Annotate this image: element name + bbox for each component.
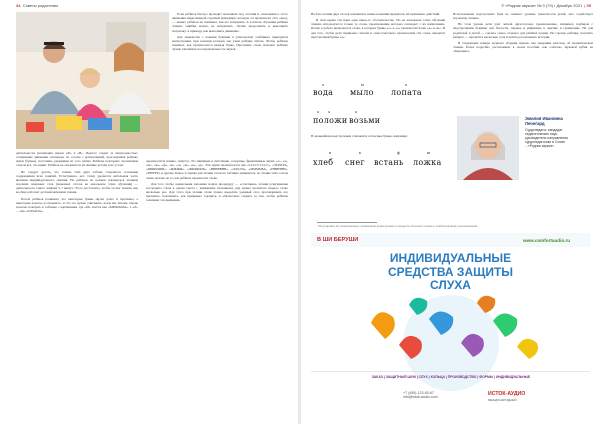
ad-title-line: СЛУХА	[430, 278, 471, 292]
paragraph: В дальнейшем надстрочным становятся согласные буквы, например:	[311, 134, 408, 138]
advertisement	[311, 233, 590, 415]
example-word: вода	[313, 88, 334, 97]
ad-title-line: ИНДИВИДУАЛЬНЫЕ	[389, 251, 512, 265]
left-column-top	[172, 12, 288, 157]
paragraph: На этом уровне дети учат четкой двухслоговое произношение, например подбирая с надстрочными буквами для беглости, парные и рифмовые в лексике и грамматике. Не для родителей и детей — сделать самое сложное для ребёнка чтение. Но гораздо ребёнку получить интерес — прочитать несколько слов и начать рассказывать истории.	[453, 22, 593, 39]
ad-contacts	[403, 391, 438, 399]
ad-products: ЗАКАЗ | ЗАЩИТНЫЙ ШУМ | СЛУХ | КОЛЬЦА | ПРОИЗВОДСТВО | ФОРМЫ | ИНДИВИДУАЛЬНЫЕ	[371, 375, 531, 379]
example-word: снег	[345, 158, 365, 167]
ad-title	[311, 252, 590, 293]
example-word: хлеб	[313, 158, 334, 167]
left-column-bottom	[16, 151, 138, 416]
superscript-mark: ш	[427, 150, 431, 155]
superscript-mark: а	[322, 82, 324, 87]
author-name: Эмилия Ивановна Леонгард	[525, 116, 563, 126]
example-word: возьми	[349, 116, 381, 125]
author-photo	[457, 116, 519, 180]
ad-brand-sub: МЕЖДУНАРОДНЫЙ	[488, 398, 517, 402]
right-column-left-mid	[311, 134, 445, 146]
superscript-mark: а	[328, 109, 330, 114]
right-page-number: 35	[586, 3, 591, 8]
right-column-right	[453, 12, 593, 112]
family-photo-illustration	[16, 12, 169, 149]
paragraph: Не следует делать, что чтение этих двух таблиц становится основным содержанием всех занятий. Естественно, нет, этому уделяется небольшая часть времени индивидуального занятия. Но ребёнок не должен отвлекаться чтением хороших знакомых слов (знакомых слогов на начальном этапе обучения) — длительность такого занятия 5–7 минут. Этого достаточно, чтобы он мог понять, как вообще работает детский механизм чтения.	[16, 169, 138, 195]
ad-title-line: СРЕДСТВА ЗАЩИТЫ	[387, 264, 514, 279]
author-info	[525, 116, 569, 148]
superscript-mark: а	[317, 109, 319, 114]
left-section-title: Советы родителям	[22, 3, 58, 8]
superscript-mark: к	[359, 150, 361, 155]
journal-title: © «Родник звуков» № 3 (79) • Декабрь 2021	[501, 3, 583, 8]
ad-brand: ИСТОК-АУДИО	[488, 391, 526, 397]
left-page-header	[16, 3, 58, 8]
example-word: лопата	[391, 88, 422, 97]
superscript-mark: а	[405, 82, 407, 87]
ad-phone: +7 (495) 123-45-67	[403, 391, 434, 395]
right-page-header: © «Родник звуков» № 3 (79) • Декабрь 2021 | 35	[501, 3, 591, 8]
example-word: мыло	[350, 88, 374, 97]
superscript-mark: ф	[397, 150, 400, 155]
right-page	[301, 0, 599, 424]
ad-url[interactable]: www.comfortaudio.ru	[523, 238, 571, 243]
paragraph: Если ребёнок быстро проводит пальчиком под слогами и «показывает» этого движения нарисованной стрелкой (например: которую он произносит слог «ма»), — значит, ребёнок не понимает, как его исправить. А в начале обучения ребёнка чтению ошибки можно не исправлять. Лучше продолжить и выполнить подсказку: к примеру, как выполнить движение.	[172, 12, 288, 33]
family-photo	[16, 12, 169, 149]
paragraph: На базе чтения двух слогов запоминать новые названия предметов, их признаков, действий.	[311, 12, 441, 16]
example-word: ложка	[413, 158, 442, 167]
paragraph: деятельности различения звуков «Ф» и «В». Педагог следит за синхронностью: сопряжение движения «пальцем» по слогам с артикуляцией, проговаривая ребёнку звуки (буквы), постоянно удерживая из того ритма. Ребёнок повторяет, прочитывая следом все, что видит. Ребёнок не отвлекается на лишние детали и не устает.	[16, 151, 138, 168]
superscript-mark: ы	[361, 82, 364, 87]
ad-logo: В ШИ БЕРУШИ	[317, 237, 359, 243]
paragraph: Для знакомства с новыми буквами в учительских учебниках приводятся иллюстрации, при помощи которых мы учим ребёнка читать. Чтобы ребёнок понимал, как произносится каждая буква. Прочтение слова поможет ребёнку лучше запомнить последовательность звуков.	[172, 34, 288, 52]
example-word: положи	[313, 116, 348, 125]
paragraph: В следующем номере журнала «Родник звуков» мы завершим разговор об аналитическом чтении. Более подробно рассказываю в своем пособии, как «читать» звуковой кубик на «Звуковые».	[453, 40, 593, 54]
paragraph: Использование надстрочных букв не снижает уровень грамотности детей, зато содействует хорошему чтению.	[453, 12, 593, 21]
left-page	[0, 0, 298, 424]
paragraph: произносятся плавно, тянутся. Это шипящие и свистящие, сонорные, фрикативные звуки: «с», «з», «ш», «ж», «ф», «в», «л», «м», «н», «р». Эти звуки произносятся как «ССССССССС», «ЗЗЗЗЗЗЗ», «ШШШШШ», «ЖЖЖЖ», «ФФФФФФ», «ВВВВВВВ», «ЛЛЛЛЛ», «МММММ», «НННННН», «РРРРРР» и другие. Какое-то время для чтения слоги из таблицы занимается, но чтение этих слогов очень похоже на то, как ребёнок произносит слово.	[146, 159, 288, 180]
author-portrait	[457, 116, 519, 180]
superscript-mark: а	[355, 109, 357, 114]
left-column-right	[146, 159, 288, 416]
ad-email: info@istok-audio.com	[403, 395, 438, 400]
superscript-mark: п	[329, 150, 332, 155]
author-role: Сурдопедагог, кандидат педагогических наук, руководитель направления сурдопедагогики в Союзе ...«Родник звуков»	[525, 128, 568, 148]
left-page-number: 34	[16, 3, 21, 8]
right-column-left-top	[311, 12, 445, 70]
example-word: встань	[374, 158, 404, 167]
paragraph: Потом ребёнок понимает, что некоторые буквы звучат долго и протяжно, а некоторые коротко и отрывисто, и что это нужно учитывать, когда мы читаем. Очень полезно поиграть в таблицы с картинками, где «М» поётся как «МММАМА», а «Л» — как «ЛЛЛАПА».	[16, 196, 138, 214]
paragraph: Для того чтобы дошкольник запомнил новую процедуру — «сочетание» чтения (озвучивание последнего слова в одном тексте с движением пальчиком), ему нужно прочитать каждое слово несколько раз. Для этого при чтении слова нужно выделять ударный слог, проговаривать его протяжно, показывать, как правильно говорить, и обязательно следить за тем, чтобы ребёнок запомнил эти движения.	[146, 181, 288, 203]
footnote-divider	[317, 222, 377, 223]
footnote: ¹ Регулировка 10 телевизионных приёмников длина уровня в процессе обучения чтению и слабослышащих дошкольников.	[317, 224, 478, 228]
paragraph: В своё время эти идеи одна какое-то обстоятельство. Но на начальном этапе обучения чтению используются только те слова, произношение которых совпадает с их написанием. Позже в работе включаются слова, в которых буквы «о» и «е» произносятся как «а» и «и». И для того, чтобы дети правильно читали и самостоятельно произносили эти слова, вводится надстрочный буквы «а»:	[311, 18, 445, 39]
